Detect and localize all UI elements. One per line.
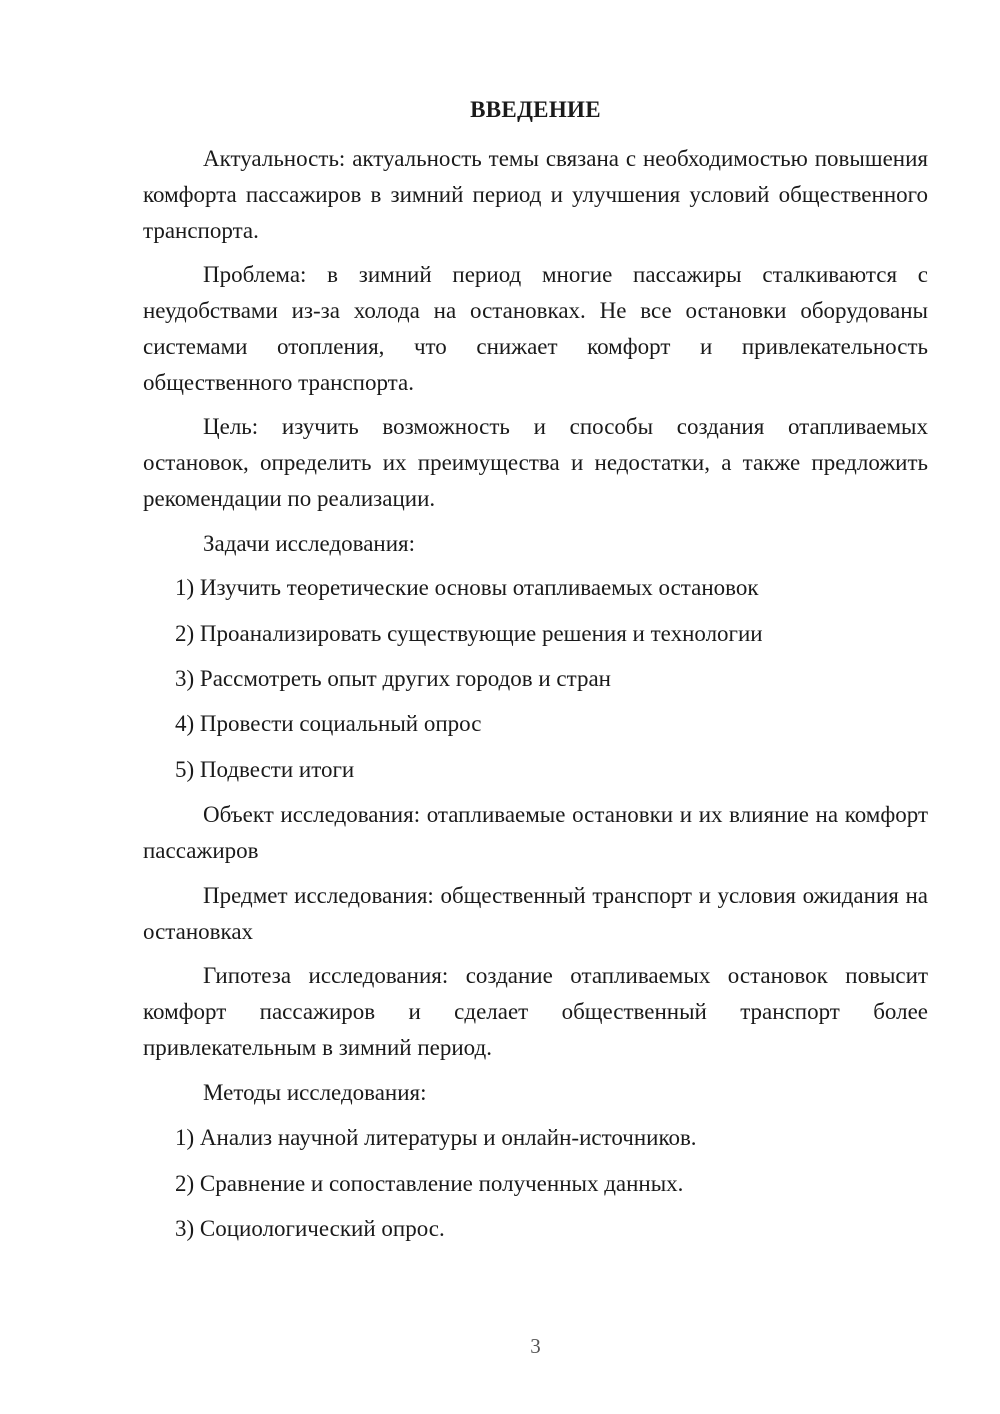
object-paragraph: Объект исследования: отапливаемые остановки и их влияние на комфорт пассажиров xyxy=(143,802,928,863)
relevance-paragraph: Актуальность: актуальность темы связана с необходимостью повышения комфорта пассажиров в зимний период и улучшения условий общественного транспорта. xyxy=(143,146,928,243)
method-item: 2) Сравнение и сопоставление полученных данных. xyxy=(175,1171,684,1196)
document-page xyxy=(143,0,928,1414)
task-item: 4) Провести социальный опрос xyxy=(175,711,482,736)
section-title: ВВЕДЕНИЕ xyxy=(470,97,601,122)
method-item: 3) Социологический опрос. xyxy=(175,1216,445,1241)
methods-heading: Методы исследования: xyxy=(203,1080,427,1105)
task-item: 1) Изучить теоретические основы отапливаемых остановок xyxy=(175,575,759,600)
hypothesis-paragraph: Гипотеза исследования: создание отапливаемых остановок повысит комфорт пассажиров и сделает общественный транспорт более привлекательным в зимний период. xyxy=(143,963,928,1060)
goal-paragraph: Цель: изучить возможность и способы создания отапливаемых остановок, определить их преимущества и недостатки, а также предложить рекомендации по реализации. xyxy=(143,414,928,511)
subject-paragraph: Предмет исследования: общественный транспорт и условия ожидания на остановках xyxy=(143,883,928,944)
method-item: 1) Анализ научной литературы и онлайн-источников. xyxy=(175,1125,697,1150)
problem-paragraph: Проблема: в зимний период многие пассажиры сталкиваются с неудобствами из-за холода на остановках. Не все остановки оборудованы системами отопления, что снижает комфорт и привлекательность общественного транспорта. xyxy=(143,262,928,395)
tasks-heading: Задачи исследования: xyxy=(203,531,416,556)
task-item: 3) Рассмотреть опыт других городов и стран xyxy=(175,666,611,691)
task-item: 5) Подвести итоги xyxy=(175,757,355,782)
page-number: 3 xyxy=(530,1334,541,1358)
task-item: 2) Проанализировать существующие решения и технологии xyxy=(175,621,763,646)
